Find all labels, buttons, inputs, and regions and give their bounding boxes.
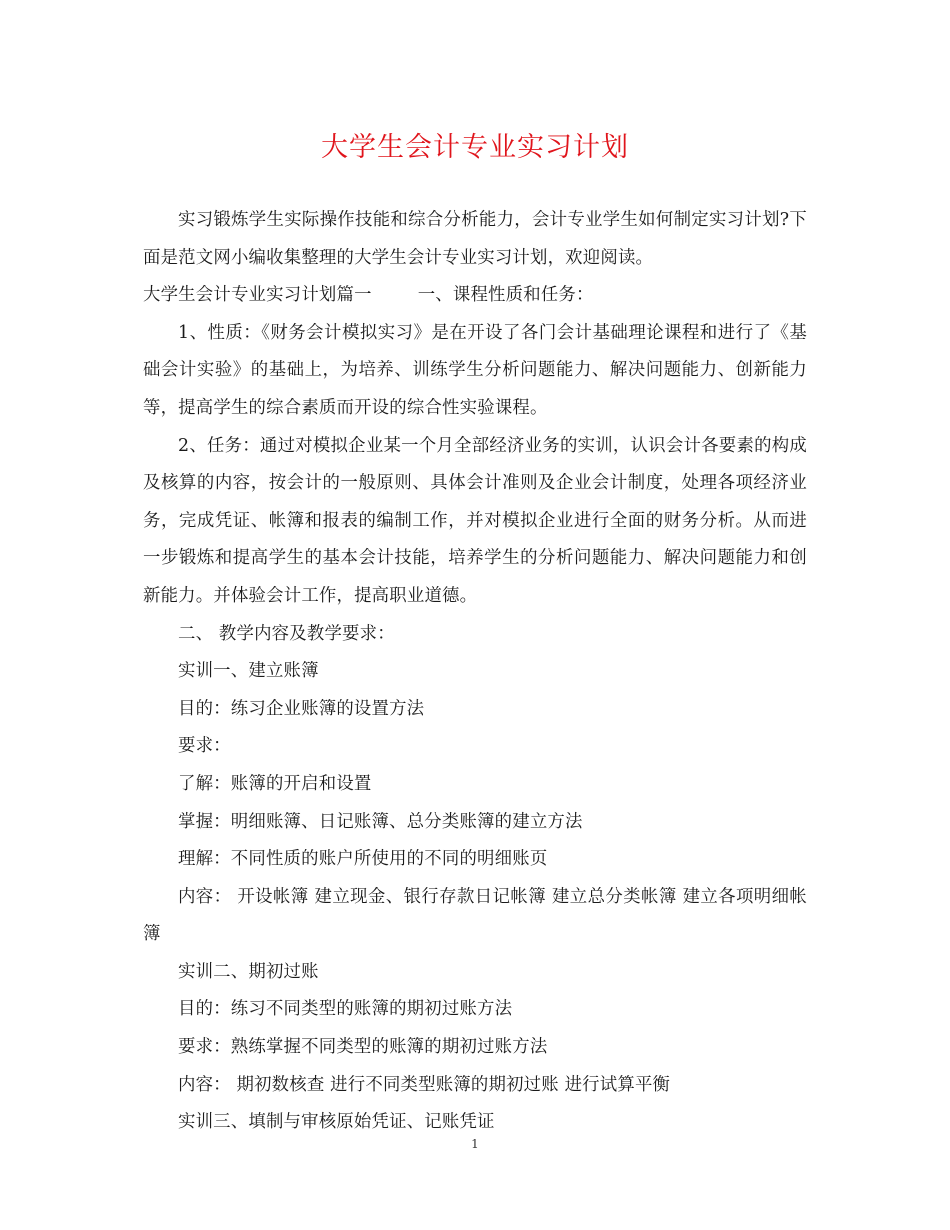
training1-master: 掌握：明细账簿、日记账簿、总分类账簿的建立方法	[178, 811, 583, 832]
teaching-heading: 二、 教学内容及教学要求：	[178, 623, 395, 644]
training3-heading: 实训三、填制与审核原始凭证、记账凭证	[178, 1112, 495, 1133]
training1-understand: 了解：账簿的开启和设置	[178, 773, 372, 794]
training2-heading: 实训二、期初过账	[178, 961, 319, 982]
page-number: 1	[471, 1137, 479, 1151]
nature-paragraph: 1、性质：《财务会计模拟实习》是在开设了各门会计基础理论课程和进行了《基础会计实验》的基础上，为培养、训练学生分析问题能力、解决问题能力、创新能力等，提高学生的综合素质而开设的综合性实验课程。	[143, 322, 807, 418]
training1-purpose: 目的：练习企业账簿的设置方法	[178, 698, 425, 719]
document-title: 大学生会计专业实习计划	[321, 132, 629, 163]
training2-requirements: 要求：熟练掌握不同类型的账簿的期初过账方法	[178, 1037, 548, 1058]
section-line	[143, 277, 807, 315]
training1-content: 内容： 开设帐簿 建立现金、银行存款日记帐簿 建立总分类帐簿 建立各项明细帐簿	[143, 886, 807, 945]
training2-purpose: 目的：练习不同类型的账簿的期初过账方法	[178, 999, 513, 1020]
task-paragraph: 2、任务：通过对模拟企业某一个月全部经济业务的实训，认识会计各要素的构成及核算的内容，按会计的一般原则、具体会计准则及企业会计制度，处理各项经济业务，完成凭证、帐簿和报表的编制工作，并对模拟企业进行全面的财务分析。从而进一步锻炼和提高学生的基本会计技能，培养学生的分析问题能力、解决问题能力和创新能力。并体验会计工作，提高职业道德。	[143, 435, 807, 606]
training1-requirements: 要求：	[178, 736, 231, 757]
intro-paragraph: 实习锻炼学生实际操作技能和综合分析能力，会计专业学生如何制定实习计划?下面是范文网小编收集整理的大学生会计专业实习计划，欢迎阅读。	[143, 210, 807, 268]
training1-comprehend: 理解：不同性质的账户所使用的不同的明细账页	[178, 849, 548, 870]
course-heading: 一、课程性质和任务：	[417, 285, 594, 306]
training1-heading: 实训一、建立账簿	[178, 661, 319, 682]
document-body	[143, 202, 807, 1142]
section-title: 大学生会计专业实习计划篇一	[143, 285, 372, 306]
training2-content: 内容： 期初数核查 进行不同类型账簿的期初过账 进行试算平衡	[178, 1074, 671, 1095]
